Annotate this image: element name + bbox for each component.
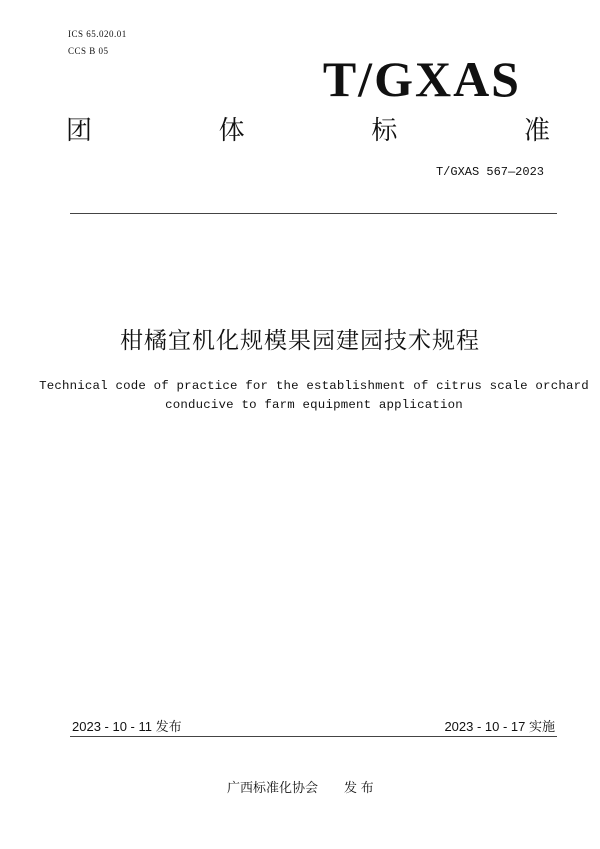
ccs-code: CCS B 05 bbox=[68, 46, 109, 56]
standard-number: T/GXAS 567—2023 bbox=[435, 165, 544, 179]
standard-type-char: 体 bbox=[218, 115, 245, 145]
ics-code: ICS 65.020.01 bbox=[68, 29, 127, 39]
standard-type-char: 团 bbox=[66, 115, 93, 145]
top-divider bbox=[70, 213, 557, 214]
standard-type-char: 标 bbox=[371, 115, 398, 145]
title-english-line-1: Technical code of practice for the establishment of citrus scale orchard bbox=[39, 379, 589, 393]
issuer-organization: 广西标准化协会 bbox=[227, 780, 319, 795]
standard-type bbox=[66, 117, 550, 143]
issuer-action: 发 布 bbox=[344, 780, 374, 795]
implement-date: 2023 - 10 - 17 实施 bbox=[444, 719, 555, 734]
title-english-line-2: conducive to farm equipment application bbox=[165, 398, 463, 412]
issuer-line bbox=[227, 777, 374, 796]
publish-date: 2023 - 10 - 11 发布 bbox=[72, 719, 182, 734]
org-logo: T/GXAS bbox=[322, 51, 521, 107]
standard-type-char: 准 bbox=[523, 115, 550, 145]
title-chinese: 柑橘宜机化规模果园建园技术规程 bbox=[120, 327, 480, 353]
bottom-divider bbox=[70, 736, 557, 737]
